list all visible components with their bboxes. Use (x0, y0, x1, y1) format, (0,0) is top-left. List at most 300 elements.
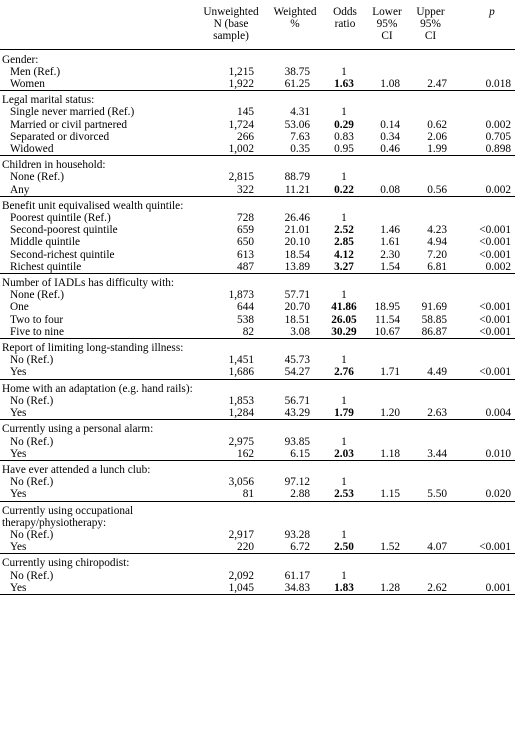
header-upper-ci: Upper 95% CI (408, 4, 453, 49)
section-heading: Currently using a personal alarm: (0, 420, 196, 436)
empty-cell (408, 156, 453, 172)
row-label: No (Ref.) (10, 528, 54, 541)
cell-p-value: <0.001 (479, 236, 511, 249)
cell-weighted-percent: 93.28 (284, 528, 310, 541)
empty-cell (196, 554, 266, 570)
cell-upper-ci: 0.62 (427, 118, 447, 131)
cell-weighted-percent: 11.21 (285, 183, 310, 196)
cell-odds-ratio: 1 (341, 171, 347, 184)
empty-cell (266, 460, 324, 476)
empty-cell (324, 420, 366, 436)
table-body (0, 49, 515, 594)
section-row (0, 460, 515, 476)
cell-odds-ratio: 1 (341, 569, 347, 582)
section-row (0, 554, 515, 570)
cell-lower-ci (366, 66, 408, 78)
cell-odds-ratio: 30.29 (331, 325, 357, 338)
cell-unweighted-n: 1,002 (228, 143, 254, 156)
cell-unweighted-n: 659 (237, 224, 254, 237)
empty-cell (324, 196, 366, 212)
cell-odds-ratio: 41.86 (331, 301, 357, 314)
cell-odds-ratio: 1 (341, 212, 347, 225)
cell-weighted-percent: 26.46 (284, 212, 310, 225)
cell-odds-ratio: 1 (341, 528, 347, 541)
table-row (0, 289, 515, 301)
cell-upper-ci: 86.87 (421, 325, 447, 338)
empty-cell (408, 420, 453, 436)
empty-cell (453, 49, 515, 66)
empty-cell (408, 339, 453, 355)
cell-p-value (453, 354, 515, 366)
cell-p-value (453, 476, 515, 488)
empty-cell (324, 156, 366, 172)
cell-upper-ci (408, 106, 453, 118)
section-row (0, 156, 515, 172)
cell-odds-ratio: 0.95 (334, 143, 354, 156)
row-label: None (Ref.) (10, 289, 64, 302)
empty-cell (453, 554, 515, 570)
row-label: Richest quintile (10, 260, 82, 273)
empty-cell (196, 501, 266, 529)
empty-cell (266, 274, 324, 290)
row-label: None (Ref.) (10, 171, 64, 184)
header-unweighted-n: Unweighted N (base sample) (196, 4, 266, 49)
table-row (0, 261, 515, 274)
cell-weighted-percent: 4.31 (290, 106, 310, 119)
empty-cell (196, 274, 266, 290)
empty-cell (408, 554, 453, 570)
cell-unweighted-n: 266 (237, 130, 254, 143)
table-row (0, 448, 515, 461)
table-row (0, 66, 515, 78)
empty-cell (324, 91, 366, 107)
cell-unweighted-n: 220 (237, 541, 254, 554)
cell-weighted-percent: 54.27 (284, 366, 310, 379)
cell-lower-ci (366, 212, 408, 224)
empty-cell (366, 156, 408, 172)
empty-cell (366, 339, 408, 355)
row-label: Five to nine (10, 325, 64, 338)
row-label: No (Ref.) (10, 435, 54, 448)
table-row (0, 249, 515, 261)
cell-lower-ci (366, 354, 408, 366)
row-label: No (Ref.) (10, 394, 54, 407)
row-label: Women (10, 78, 45, 91)
cell-lower-ci: 1.46 (380, 224, 400, 237)
section-row (0, 379, 515, 395)
table-row (0, 171, 515, 183)
cell-unweighted-n: 2,917 (228, 528, 254, 541)
section-row (0, 420, 515, 436)
row-label: Two to four (10, 313, 64, 326)
empty-cell (196, 420, 266, 436)
cell-lower-ci: 0.14 (380, 118, 400, 131)
empty-cell (408, 379, 453, 395)
table-row (0, 301, 515, 313)
empty-cell (196, 156, 266, 172)
cell-odds-ratio: 2.53 (334, 488, 354, 501)
cell-weighted-percent: 56.71 (284, 394, 310, 407)
cell-p-value (453, 570, 515, 582)
cell-lower-ci: 1.28 (380, 581, 400, 594)
section-heading: Report of limiting long-standing illness: (0, 339, 196, 355)
section-row (0, 274, 515, 290)
cell-p-value: 0.001 (485, 581, 511, 594)
cell-weighted-percent: 6.72 (290, 541, 310, 554)
table-row (0, 143, 515, 156)
cell-weighted-percent: 45.73 (284, 354, 310, 367)
cell-unweighted-n: 538 (237, 313, 254, 326)
cell-unweighted-n: 1,284 (228, 407, 254, 420)
cell-p-value: 0.020 (485, 488, 511, 501)
cell-lower-ci: 1.08 (380, 78, 400, 91)
row-label: Middle quintile (10, 236, 80, 249)
cell-odds-ratio: 26.05 (331, 313, 357, 326)
cell-p-value (453, 289, 515, 301)
cell-odds-ratio: 0.29 (334, 118, 354, 131)
empty-cell (266, 420, 324, 436)
cell-odds-ratio: 1.83 (334, 581, 354, 594)
cell-lower-ci: 1.52 (380, 541, 400, 554)
cell-weighted-percent: 13.89 (284, 260, 310, 273)
cell-weighted-percent: 20.10 (284, 236, 310, 249)
table-row (0, 184, 515, 197)
cell-p-value: 0.002 (485, 183, 511, 196)
cell-weighted-percent: 43.29 (284, 407, 310, 420)
cell-odds-ratio: 2.03 (334, 447, 354, 460)
cell-unweighted-n: 487 (237, 260, 254, 273)
empty-cell (453, 91, 515, 107)
cell-lower-ci: 1.61 (380, 236, 400, 249)
cell-odds-ratio: 1 (341, 354, 347, 367)
cell-upper-ci (408, 66, 453, 78)
cell-p-value: <0.001 (479, 366, 511, 379)
cell-unweighted-n: 82 (242, 325, 254, 338)
cell-weighted-percent: 88.79 (284, 171, 310, 184)
cell-odds-ratio: 4.12 (334, 248, 354, 261)
row-label: Yes (10, 541, 27, 554)
cell-lower-ci (366, 436, 408, 448)
cell-weighted-percent: 0.35 (290, 143, 310, 156)
table-row (0, 541, 515, 554)
cell-weighted-percent: 38.75 (284, 65, 310, 78)
empty-cell (196, 91, 266, 107)
section-row (0, 49, 515, 66)
cell-odds-ratio: 2.50 (334, 541, 354, 554)
cell-upper-ci (408, 529, 453, 541)
cell-odds-ratio: 1 (341, 394, 347, 407)
empty-cell (266, 49, 324, 66)
cell-weighted-percent: 6.15 (290, 447, 310, 460)
cell-weighted-percent: 3.08 (290, 325, 310, 338)
cell-unweighted-n: 1,724 (228, 118, 254, 131)
empty-cell (196, 339, 266, 355)
cell-lower-ci (366, 106, 408, 118)
cell-upper-ci: 7.20 (427, 248, 447, 261)
table-footer-rule (0, 594, 515, 601)
empty-cell (408, 274, 453, 290)
cell-p-value (453, 395, 515, 407)
cell-unweighted-n: 613 (237, 248, 254, 261)
section-heading: Number of IADLs has difficulty with: (0, 274, 196, 290)
section-heading: Gender: (2, 53, 39, 66)
empty-cell (196, 460, 266, 476)
table-row (0, 212, 515, 224)
cell-odds-ratio: 1.63 (334, 78, 354, 91)
row-label: Separated or divorced (10, 130, 110, 143)
cell-upper-ci: 2.47 (427, 78, 447, 91)
cell-p-value: 0.004 (485, 407, 511, 420)
cell-unweighted-n: 2,975 (228, 435, 254, 448)
empty-cell (266, 156, 324, 172)
row-label: Yes (10, 407, 27, 420)
cell-odds-ratio: 2.85 (334, 236, 354, 249)
row-label: No (Ref.) (10, 354, 54, 367)
table-row (0, 476, 515, 488)
cell-unweighted-n: 728 (237, 212, 254, 225)
table-row (0, 395, 515, 407)
cell-odds-ratio: 1 (341, 435, 347, 448)
cell-weighted-percent: 61.25 (284, 78, 310, 91)
table-row (0, 236, 515, 248)
cell-weighted-percent: 53.06 (284, 118, 310, 131)
cell-upper-ci (408, 212, 453, 224)
section-row (0, 501, 515, 529)
cell-p-value (453, 436, 515, 448)
row-label: Poorest quintile (Ref.) (10, 212, 111, 225)
header-lower-ci: Lower 95% CI (366, 4, 408, 49)
cell-upper-ci (408, 395, 453, 407)
cell-upper-ci: 1.99 (427, 143, 447, 156)
table-header (0, 4, 515, 49)
empty-cell (324, 49, 366, 66)
cell-weighted-percent: 34.83 (284, 581, 310, 594)
table-row (0, 106, 515, 118)
section-heading: Currently using occupational therapy/physiotherapy: (0, 501, 196, 529)
empty-cell (324, 460, 366, 476)
cell-odds-ratio: 0.22 (334, 183, 354, 196)
cell-p-value: 0.018 (485, 78, 511, 91)
section-heading: Home with an adaptation (e.g. hand rails): (0, 379, 196, 395)
bottom-rule (0, 594, 515, 601)
cell-p-value: <0.001 (479, 248, 511, 261)
cell-lower-ci (366, 171, 408, 183)
cell-lower-ci (366, 395, 408, 407)
header-odds-ratio: Odds ratio (324, 4, 366, 49)
cell-weighted-percent: 20.70 (284, 301, 310, 314)
cell-lower-ci: 1.54 (380, 260, 400, 273)
cell-weighted-percent: 2.88 (290, 488, 310, 501)
cell-lower-ci (366, 570, 408, 582)
cell-lower-ci (366, 289, 408, 301)
section-row (0, 196, 515, 212)
row-label: Widowed (10, 143, 54, 156)
cell-upper-ci: 4.94 (427, 236, 447, 249)
cell-lower-ci (366, 476, 408, 488)
empty-cell (408, 196, 453, 212)
empty-cell (366, 420, 408, 436)
cell-unweighted-n: 2,815 (228, 171, 254, 184)
cell-p-value (453, 529, 515, 541)
row-label: Yes (10, 447, 27, 460)
cell-unweighted-n: 1,853 (228, 394, 254, 407)
table-row (0, 407, 515, 420)
table-row (0, 131, 515, 143)
cell-odds-ratio: 3.27 (334, 260, 354, 273)
cell-unweighted-n: 145 (237, 106, 254, 119)
empty-cell (408, 49, 453, 66)
empty-cell (453, 196, 515, 212)
cell-weighted-percent: 18.51 (284, 313, 310, 326)
cell-upper-ci (408, 570, 453, 582)
table-row (0, 354, 515, 366)
table-row (0, 488, 515, 501)
empty-cell (324, 274, 366, 290)
cell-p-value: <0.001 (479, 313, 511, 326)
row-label: Single never married (Ref.) (10, 106, 135, 119)
cell-upper-ci: 5.50 (427, 488, 447, 501)
empty-cell (324, 339, 366, 355)
table-row (0, 366, 515, 379)
empty-cell (266, 91, 324, 107)
section-heading: Benefit unit equivalised wealth quintile: (0, 196, 196, 212)
table-row (0, 582, 515, 595)
empty-cell (266, 379, 324, 395)
row-label: Yes (10, 488, 27, 501)
cell-p-value: <0.001 (479, 541, 511, 554)
empty-cell (196, 49, 266, 66)
cell-unweighted-n: 1,045 (228, 581, 254, 594)
table-row (0, 119, 515, 131)
empty-cell (453, 460, 515, 476)
cell-lower-ci: 18.95 (374, 301, 400, 314)
cell-unweighted-n: 322 (237, 183, 254, 196)
section-row (0, 339, 515, 355)
cell-upper-ci: 3.44 (427, 447, 447, 460)
cell-upper-ci (408, 436, 453, 448)
cell-odds-ratio: 1 (341, 289, 347, 302)
empty-cell (366, 49, 408, 66)
cell-odds-ratio: 1 (341, 65, 347, 78)
cell-odds-ratio: 2.52 (334, 224, 354, 237)
row-label: Second-poorest quintile (10, 224, 118, 237)
cell-odds-ratio: 2.76 (334, 366, 354, 379)
empty-cell (366, 460, 408, 476)
empty-cell (408, 501, 453, 529)
cell-unweighted-n: 650 (237, 236, 254, 249)
cell-p-value: 0.705 (485, 130, 511, 143)
cell-lower-ci: 11.54 (375, 313, 400, 326)
empty-cell (453, 339, 515, 355)
empty-cell (408, 91, 453, 107)
row-label: Married or civil partnered (10, 118, 127, 131)
row-label: Yes (10, 366, 27, 379)
empty-cell (366, 554, 408, 570)
cell-upper-ci: 6.81 (427, 260, 447, 273)
header-label (0, 4, 196, 49)
row-label: Second-richest quintile (10, 248, 115, 261)
section-heading: Have ever attended a lunch club: (0, 460, 196, 476)
empty-cell (453, 501, 515, 529)
cell-unweighted-n: 1,686 (228, 366, 254, 379)
cell-upper-ci: 58.85 (421, 313, 447, 326)
cell-p-value: <0.001 (479, 301, 511, 314)
cell-weighted-percent: 57.71 (284, 289, 310, 302)
empty-cell (266, 196, 324, 212)
cell-p-value (453, 212, 515, 224)
section-heading: Legal marital status: (0, 91, 196, 107)
cell-p-value (453, 106, 515, 118)
cell-weighted-percent: 93.85 (284, 435, 310, 448)
empty-cell (366, 196, 408, 212)
section-row (0, 91, 515, 107)
cell-p-value: <0.001 (479, 325, 511, 338)
row-label: Any (10, 183, 30, 196)
cell-upper-ci (408, 354, 453, 366)
empty-cell (266, 339, 324, 355)
cell-lower-ci: 1.15 (380, 488, 400, 501)
cell-weighted-percent: 18.54 (284, 248, 310, 261)
empty-cell (266, 554, 324, 570)
table-row (0, 436, 515, 448)
empty-cell (453, 156, 515, 172)
table-row (0, 314, 515, 326)
cell-unweighted-n: 3,056 (228, 476, 254, 489)
cell-p-value: 0.002 (485, 118, 511, 131)
regression-table (0, 4, 515, 601)
cell-unweighted-n: 1,451 (228, 354, 254, 367)
cell-upper-ci (408, 171, 453, 183)
cell-upper-ci (408, 289, 453, 301)
cell-odds-ratio: 1.79 (334, 407, 354, 420)
row-label: No (Ref.) (10, 569, 54, 582)
cell-weighted-percent: 21.01 (284, 224, 310, 237)
cell-unweighted-n: 1,922 (228, 78, 254, 91)
section-heading: Currently using chiropodist: (0, 554, 196, 570)
cell-p-value (453, 171, 515, 183)
cell-p-value: 0.002 (485, 260, 511, 273)
empty-cell (324, 554, 366, 570)
section-heading: Children in household: (0, 156, 196, 172)
cell-unweighted-n: 1,873 (228, 289, 254, 302)
table-row (0, 78, 515, 91)
table-row (0, 326, 515, 339)
empty-cell (196, 196, 266, 212)
cell-p-value: <0.001 (479, 224, 511, 237)
cell-lower-ci: 0.34 (380, 130, 400, 143)
cell-lower-ci: 0.08 (380, 183, 400, 196)
cell-lower-ci: 1.20 (380, 407, 400, 420)
row-label: One (10, 301, 29, 314)
empty-cell (408, 460, 453, 476)
empty-cell (324, 501, 366, 529)
cell-upper-ci: 4.23 (427, 224, 447, 237)
empty-cell (366, 501, 408, 529)
empty-cell (196, 379, 266, 395)
cell-lower-ci: 2.30 (380, 248, 400, 261)
header-weighted-percent: Weighted % (266, 4, 324, 49)
table-row (0, 224, 515, 236)
cell-p-value: 0.898 (485, 143, 511, 156)
empty-cell (324, 379, 366, 395)
cell-lower-ci: 10.67 (374, 325, 400, 338)
cell-weighted-percent: 97.12 (284, 476, 310, 489)
cell-odds-ratio: 1 (341, 476, 347, 489)
empty-cell (453, 379, 515, 395)
cell-upper-ci: 0.56 (427, 183, 447, 196)
cell-unweighted-n: 1,215 (228, 65, 254, 78)
header-p-value: p (453, 4, 515, 49)
